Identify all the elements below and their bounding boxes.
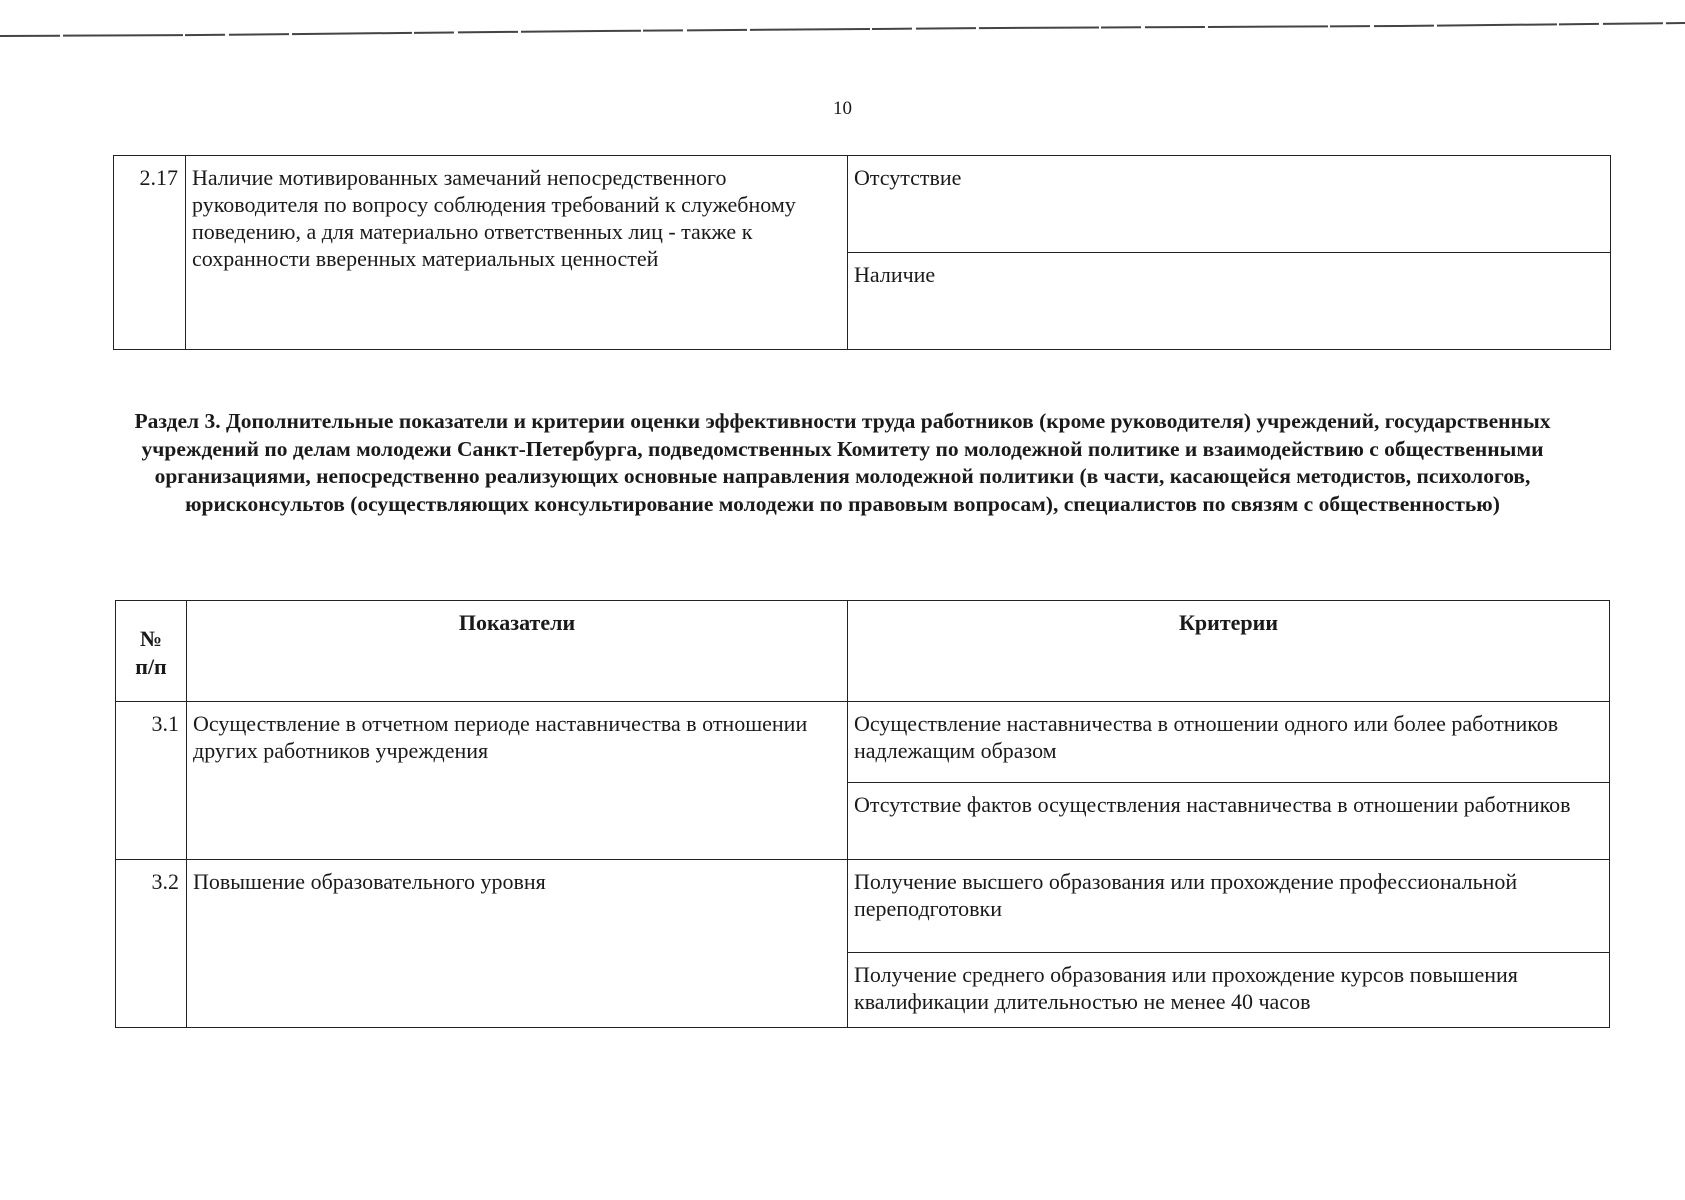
criterion-cell: Получение среднего образования или прохождение курсов повышения квалификации длительностью не менее 40 часов bbox=[848, 953, 1610, 1028]
indicator-cell: Наличие мотивированных замечаний непосредственного руководителя по вопросу соблюдения требований к служебному поведению, а для материально ответственных лиц - также к сохранности вверенных материальных ценностей bbox=[186, 156, 848, 350]
indicator-cell: Осуществление в отчетном периоде наставничества в отношении других работников учреждения bbox=[187, 702, 848, 860]
table-row bbox=[114, 156, 1611, 253]
table-row bbox=[116, 860, 1610, 953]
row-number: 2.17 bbox=[114, 156, 186, 350]
column-header-criteria: Критерии bbox=[848, 601, 1610, 702]
page-number: 10 bbox=[833, 98, 852, 119]
criterion-cell: Отсутствие фактов осуществления наставничества в отношении работников bbox=[848, 783, 1610, 860]
header-num-line1: № bbox=[139, 626, 163, 651]
indicator-cell: Повышение образовательного уровня bbox=[187, 860, 848, 1028]
row-number: 3.2 bbox=[116, 860, 187, 1028]
header-row bbox=[116, 601, 1610, 702]
criterion-cell: Осуществление наставничества в отношении одного или более работников надлежащим образом bbox=[848, 702, 1610, 783]
scan-edge-line bbox=[0, 14, 1685, 44]
criteria-table bbox=[115, 600, 1610, 1028]
continuation-table bbox=[113, 155, 1611, 350]
column-header-indicators: Показатели bbox=[187, 601, 848, 702]
criterion-cell: Получение высшего образования или прохождение профессиональной переподготовки bbox=[848, 860, 1610, 953]
row-number: 3.1 bbox=[116, 702, 187, 860]
criterion-cell: Отсутствие bbox=[848, 156, 1611, 253]
header-num-line2: п/п bbox=[135, 654, 167, 679]
criterion-cell: Наличие bbox=[848, 253, 1611, 350]
column-header-number bbox=[116, 601, 187, 702]
table-row bbox=[116, 702, 1610, 783]
section-heading: Раздел 3. Дополнительные показатели и критерии оценки эффективности труда работников (кроме руководителя) учреждений, государственных учреждений по делам молодежи Санкт-Петербурга, подведомственных Комитету по молодежной политике и взаимодействию с общественными организациями, непосредственно реализующих основные направления молодежной политики (в части, касающейся методистов, психологов, юрисконсультов (осуществляющих консультирование молодежи по правовым вопросам), специалистов по связям с общественностью) bbox=[134, 409, 1551, 516]
